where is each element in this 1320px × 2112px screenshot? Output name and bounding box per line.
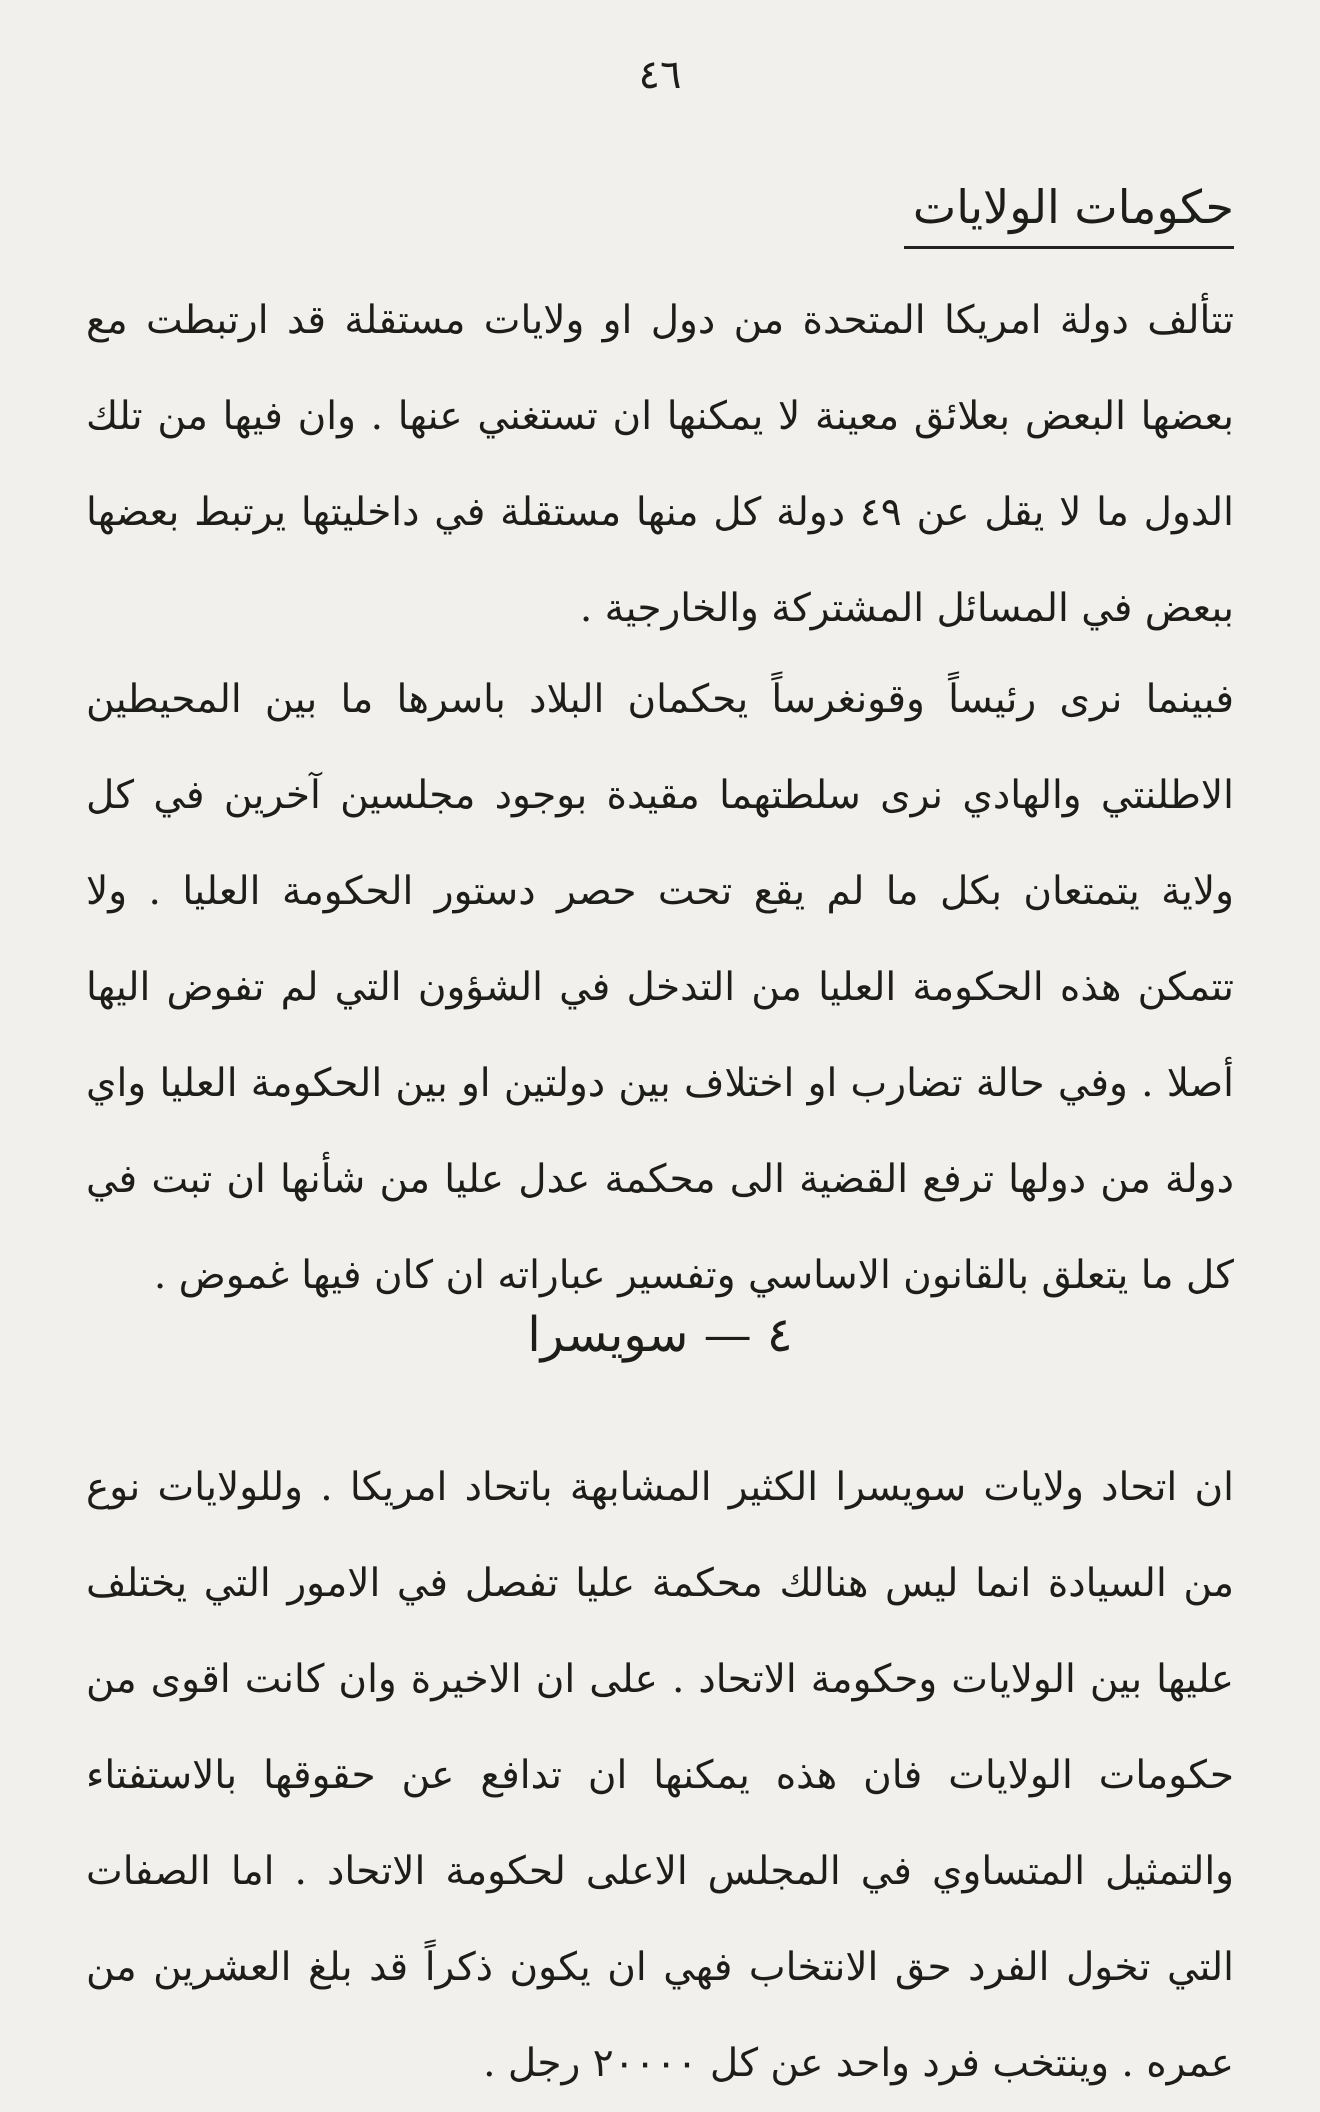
subsection-heading: ٤ — سويسرا bbox=[527, 1307, 793, 1363]
paragraph-1: تتألف دولة امريكا المتحدة من دول او ولايات مستقلة قد ارتبطت مع بعضها البعض بعلائق معينة لا يمكنها ان تستغني عنها . وان فيها من تلك الدول ما لا يقل عن ٤٩ دولة كل منها مستقلة في داخليتها يرتبط بعضها ببعض في المسائل المشتركة والخارجية . bbox=[86, 298, 1235, 631]
paragraph-2: فبينما نرى رئيساً وقونغرساً يحكمان البلاد باسرها ما بين المحيطين الاطلنتي والهادي نرى سلطتهما مقيدة بوجود مجلسين آخرين في كل ولاية يتمتعان بكل ما لم يقع تحت حصر دستور الحكومة العليا . ولا تتمكن هذه الحكومة العليا من التدخل في الشؤون التي لم تفوض اليها أصلا . وفي حالة تضارب او اختلاف بين دولتين او بين الحكومة العليا واي دولة من دولها ترفع القضية الى محكمة عدل عليا من شأنها ان تبت في كل ما يتعلق بالقانون الاساسي وتفسير عباراته ان كان فيها غموض . bbox=[86, 677, 1234, 1298]
paragraph-3: ان اتحاد ولايات سويسرا الكثير المشابهة باتحاد امريكا . وللولايات نوع من السيادة انما ليس هنالك محكمة عليا تفصل في الامور التي يختلف عليها بين الولايات وحكومة الاتحاد . على ان الاخيرة وان كانت اقوى من حكومات الولايات فان هذه يمكنها ان تدافع عن حقوقها بالاستفتاء والتمثيل المتساوي في المجلس الاعلى لحكومة الاتحاد . اما الصفات التي تخول الفرد حق الانتخاب فهي ان يكون ذكراً قد بلغ العشرين من عمره . وينتخب فرد واحد عن كل ٢٠٠٠٠ رجل . bbox=[86, 1465, 1234, 2086]
page-number: ٤٦ bbox=[638, 52, 682, 98]
section-heading: حكومات الولايات bbox=[904, 180, 1234, 249]
